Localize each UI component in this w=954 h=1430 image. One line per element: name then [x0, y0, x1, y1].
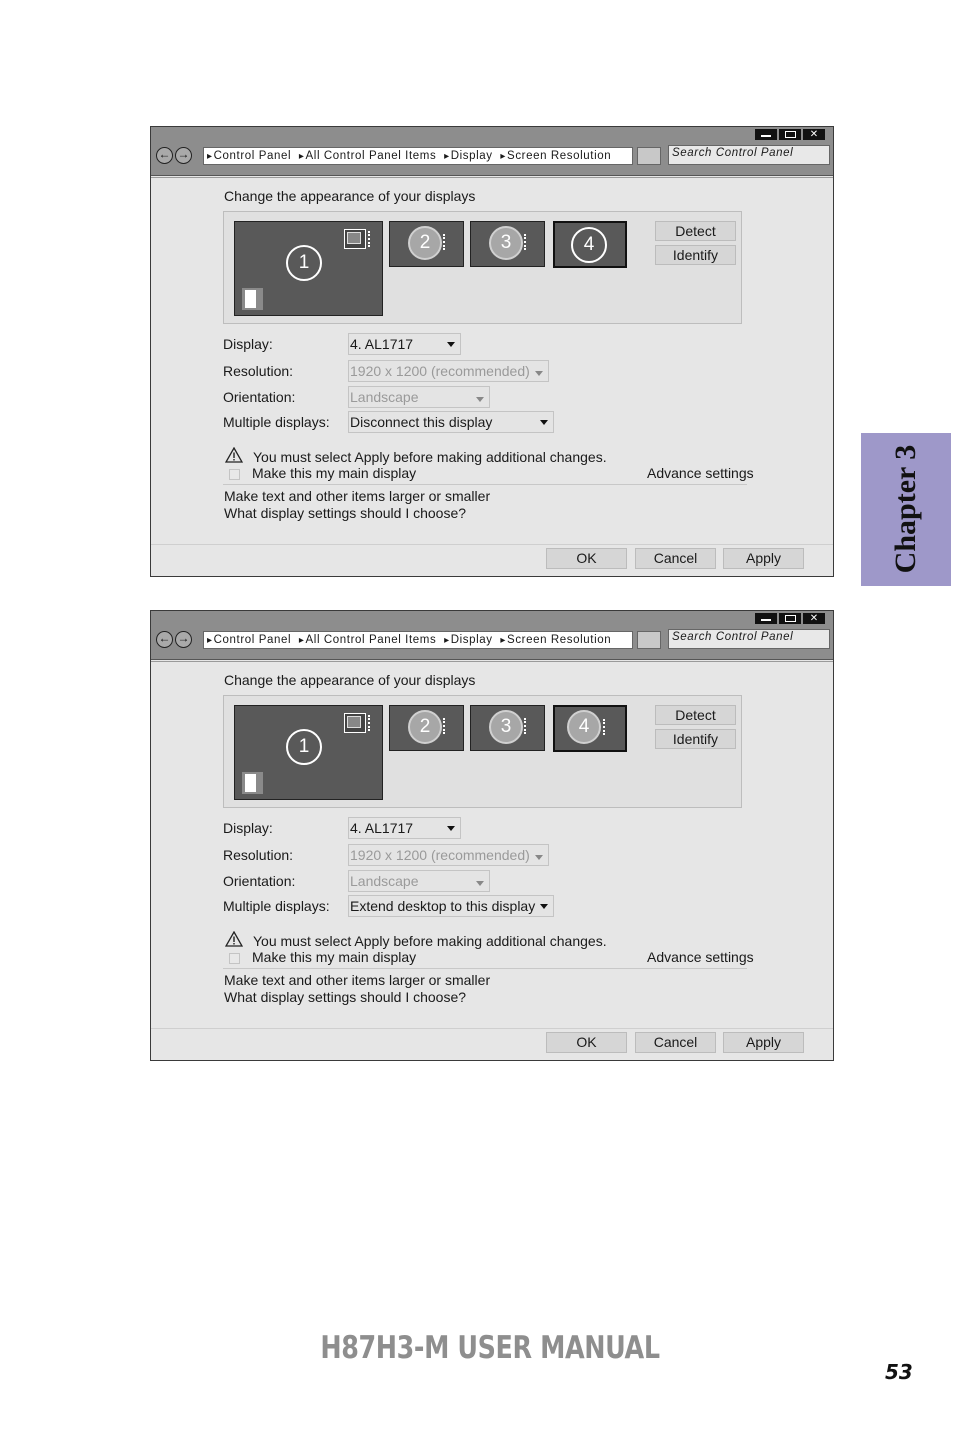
monitor-1[interactable]	[234, 705, 383, 800]
chapter-tab	[861, 433, 951, 586]
monitor-strip-icon	[524, 718, 530, 734]
chapter-label: Chapter 3	[889, 444, 922, 574]
search-input[interactable]: Search Control Panel	[668, 629, 830, 649]
resolution-label: Resolution:	[223, 847, 294, 863]
breadcrumb-screen-resolution[interactable]: ▸ Screen Resolution	[500, 634, 611, 646]
monitor-icon	[344, 713, 366, 733]
title-bar	[151, 611, 833, 660]
monitor-strip-icon	[603, 719, 609, 735]
chevron-down-icon	[540, 420, 548, 425]
resolution-value: 1920 x 1200 (recommended)	[350, 847, 530, 863]
taskbar-icon	[242, 288, 263, 310]
detect-button[interactable]: Detect	[655, 221, 736, 241]
divider	[151, 177, 833, 178]
orientation-select	[348, 386, 490, 408]
monitor-icon	[344, 229, 366, 249]
display-select[interactable]	[348, 817, 461, 839]
main-display-checkbox[interactable]	[229, 469, 240, 480]
cancel-button[interactable]: Cancel	[635, 548, 716, 569]
monitor-number: 2	[408, 226, 442, 260]
text-size-link[interactable]: Make text and other items larger or smaller	[224, 972, 491, 988]
forward-arrow-icon[interactable]: →	[175, 147, 192, 164]
display-label: Display:	[223, 336, 273, 352]
monitor-arrangement-area	[223, 211, 742, 324]
orientation-value: Landscape	[350, 873, 419, 889]
monitor-strip-icon	[443, 234, 449, 250]
address-bar[interactable]	[203, 147, 633, 165]
minimize-icon[interactable]	[755, 613, 777, 624]
display-select[interactable]	[348, 333, 461, 355]
back-arrow-icon[interactable]: ←	[156, 147, 173, 164]
monitor-4[interactable]	[553, 705, 627, 752]
monitor-number: 4	[571, 227, 607, 263]
multiple-displays-label: Multiple displays:	[223, 898, 330, 914]
screen-resolution-window-1	[150, 126, 834, 577]
chevron-down-icon	[476, 881, 484, 886]
monitor-2[interactable]	[389, 221, 464, 267]
display-label: Display:	[223, 820, 273, 836]
orientation-value: Landscape	[350, 389, 419, 405]
identify-button[interactable]: Identify	[655, 729, 736, 749]
monitor-strip-icon	[368, 231, 374, 247]
monitor-3[interactable]	[470, 221, 545, 267]
warning-icon	[225, 447, 243, 463]
main-display-label: Make this my main display	[252, 465, 417, 481]
chevron-down-icon	[540, 904, 548, 909]
warning-icon	[225, 931, 243, 947]
apply-button[interactable]: Apply	[723, 1032, 804, 1053]
resolution-select	[348, 844, 549, 866]
monitor-strip-icon	[368, 715, 374, 731]
title-bar	[151, 127, 833, 176]
ok-button[interactable]: OK	[546, 548, 627, 569]
breadcrumb-all-items[interactable]: ▸ All Control Panel Items	[299, 634, 436, 646]
monitor-arrangement-area	[223, 695, 742, 808]
monitor-number: 1	[286, 245, 322, 281]
monitor-number: 3	[489, 226, 523, 260]
back-arrow-icon[interactable]: ←	[156, 631, 173, 648]
monitor-4[interactable]	[553, 221, 627, 268]
cancel-button[interactable]: Cancel	[635, 1032, 716, 1053]
monitor-strip-icon	[524, 234, 530, 250]
breadcrumb-display[interactable]: ▸ Display	[444, 634, 493, 646]
close-icon[interactable]: ✕	[803, 613, 825, 624]
divider	[151, 661, 833, 662]
resolution-select	[348, 360, 549, 382]
resolution-label: Resolution:	[223, 363, 294, 379]
multiple-displays-select[interactable]	[348, 411, 554, 433]
address-dropdown-button[interactable]	[637, 147, 661, 165]
identify-button[interactable]: Identify	[655, 245, 736, 265]
chevron-down-icon	[447, 826, 455, 831]
orientation-label: Orientation:	[223, 873, 296, 889]
chevron-down-icon	[476, 397, 484, 402]
breadcrumb-control-panel[interactable]: ▸ Control Panel	[207, 150, 291, 162]
orientation-label: Orientation:	[223, 389, 296, 405]
forward-arrow-icon[interactable]: →	[175, 631, 192, 648]
monitor-strip-icon	[443, 718, 449, 734]
screen-resolution-window-2	[150, 610, 834, 1061]
display-value: 4. AL1717	[350, 336, 414, 352]
monitor-3[interactable]	[470, 705, 545, 751]
page-number: 53	[885, 1360, 913, 1384]
divider	[151, 544, 833, 545]
manual-title: H87H3-M USER MANUAL	[320, 1330, 660, 1366]
multiple-displays-value: Extend desktop to this display	[350, 898, 536, 914]
orientation-select	[348, 870, 490, 892]
chevron-down-icon	[535, 855, 543, 860]
multiple-displays-value: Disconnect this display	[350, 414, 493, 430]
ok-button[interactable]: OK	[546, 1032, 627, 1053]
advanced-settings-link[interactable]: Advance settings	[647, 465, 754, 481]
display-help-link[interactable]: What display settings should I choose?	[224, 505, 467, 521]
chevron-down-icon	[447, 342, 455, 347]
divider	[151, 1028, 833, 1029]
text-size-link[interactable]: Make text and other items larger or smaller	[224, 488, 491, 504]
breadcrumb-screen-resolution[interactable]: ▸ Screen Resolution	[500, 150, 611, 162]
monitor-number: 3	[489, 710, 523, 744]
page-heading: Change the appearance of your displays	[224, 672, 476, 688]
main-display-checkbox[interactable]	[229, 953, 240, 964]
display-value: 4. AL1717	[350, 820, 414, 836]
maximize-icon[interactable]	[779, 129, 801, 140]
resolution-value: 1920 x 1200 (recommended)	[350, 363, 530, 379]
close-icon[interactable]: ✕	[803, 129, 825, 140]
monitor-number: 1	[286, 729, 322, 765]
multiple-displays-select[interactable]	[348, 895, 554, 917]
warning-text: You must select Apply before making additional changes.	[253, 449, 607, 465]
breadcrumb-control-panel[interactable]: ▸ Control Panel	[207, 634, 291, 646]
address-bar[interactable]	[203, 631, 633, 649]
monitor-number: 4	[567, 710, 601, 744]
search-input[interactable]: Search Control Panel	[668, 145, 830, 165]
monitor-number: 2	[408, 710, 442, 744]
main-display-label: Make this my main display	[252, 949, 417, 965]
breadcrumb-all-items[interactable]: ▸ All Control Panel Items	[299, 150, 436, 162]
detect-button[interactable]: Detect	[655, 705, 736, 725]
multiple-displays-label: Multiple displays:	[223, 414, 330, 430]
monitor-2[interactable]	[389, 705, 464, 751]
address-dropdown-button[interactable]	[637, 631, 661, 649]
chevron-down-icon	[535, 371, 543, 376]
monitor-1[interactable]	[234, 221, 383, 316]
apply-button[interactable]: Apply	[723, 548, 804, 569]
maximize-icon[interactable]	[779, 613, 801, 624]
taskbar-icon	[242, 772, 263, 794]
breadcrumb-display[interactable]: ▸ Display	[444, 150, 493, 162]
page-heading: Change the appearance of your displays	[224, 188, 476, 204]
warning-text: You must select Apply before making additional changes.	[253, 933, 607, 949]
divider	[223, 484, 747, 485]
advanced-settings-link[interactable]: Advance settings	[647, 949, 754, 965]
divider	[223, 968, 747, 969]
minimize-icon[interactable]	[755, 129, 777, 140]
display-help-link[interactable]: What display settings should I choose?	[224, 989, 467, 1005]
